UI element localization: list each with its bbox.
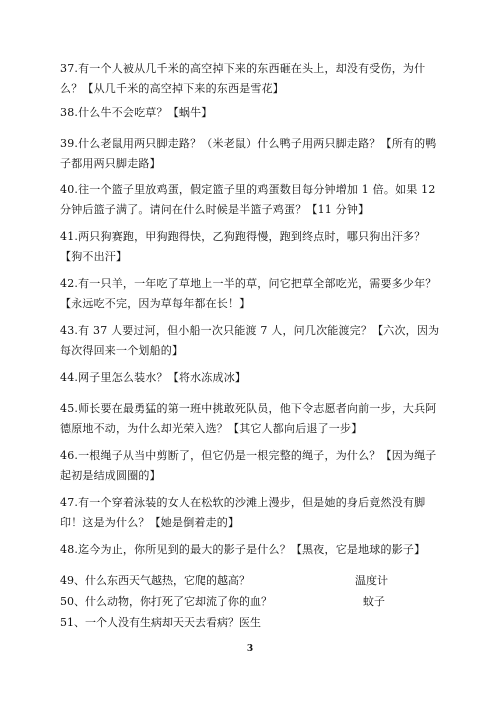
riddle-answer: 温度计 bbox=[355, 574, 388, 587]
riddle-38: 38.什么牛不会吃草？【蜗牛】 bbox=[60, 106, 213, 119]
riddle-40: 40.往一个篮子里放鸡蛋，假定篮子里的鸡蛋数目每分钟增加 1 倍。如果 12 分钟后篮子满了。请问在什么时候是半篮子鸡蛋？【11 分钟】 bbox=[60, 183, 436, 216]
riddle-43: 43.有 37 人要过河，但小船一次只能渡 7 人，问几次能渡完？【六次，因为每次得回来一个划船的】 bbox=[60, 324, 440, 357]
riddle-45: 45.师长要在最勇猛的第一班中挑敢死队员，他下令志愿者向前一步，大兵阿德原地不动，为什么却光荣入选？【其它人都向后退了一步】 bbox=[60, 402, 437, 435]
riddle-44: 44.网子里怎么装水？【将水冻成冰】 bbox=[60, 371, 247, 384]
page-number: 3 bbox=[246, 644, 254, 654]
riddle-49 bbox=[60, 571, 445, 591]
riddle-46: 46.一根绳子从当中剪断了，但它仍是一根完整的绳子，为什么？【因为绳子起初是结成圆圈的】 bbox=[60, 449, 437, 482]
riddle-37: 37.有一个人被从几千米的高空掉下来的东西砸在头上，却没有受伤，为什么？【从几千米的高空掉下来的东西是雪花】 bbox=[60, 62, 426, 95]
riddle-41: 41.两只狗赛跑，甲狗跑得快，乙狗跑得慢，跑到终点时，哪只狗出汗多？【狗不出汗】 bbox=[60, 230, 426, 263]
riddle-42: 42.有一只羊，一年吃了草地上一半的草，问它把草全部吃光，需要多少年？【永远吃不完，因为草每年都在长！】 bbox=[60, 277, 437, 310]
riddle-39: 39.什么老鼠用两只脚走路？（米老鼠）什么鸭子用两只脚走路？【所有的鸭子都用两只脚走路】 bbox=[60, 137, 437, 170]
riddle-question: 49、什么东西天气越热，它爬的越高？ bbox=[60, 574, 250, 587]
riddle-47: 47.有一个穿着泳装的女人在松软的沙滩上漫步，但是她的身后竟然没有脚印！这是为什么？【她是倒着走的】 bbox=[60, 496, 426, 529]
riddle-48: 48.迄今为止，你所见到的最大的影子是什么？【黑夜，它是地球的影子】 bbox=[60, 543, 426, 556]
riddle-50 bbox=[60, 592, 445, 612]
riddle-51 bbox=[60, 613, 445, 633]
riddle-answer: 蚊子 bbox=[363, 595, 385, 608]
riddle-question: 50、什么动物，你打死了它却流了你的血？ bbox=[60, 595, 272, 608]
riddle-question: 51、一个人没有生病却天天去看病？医生 bbox=[60, 616, 261, 629]
